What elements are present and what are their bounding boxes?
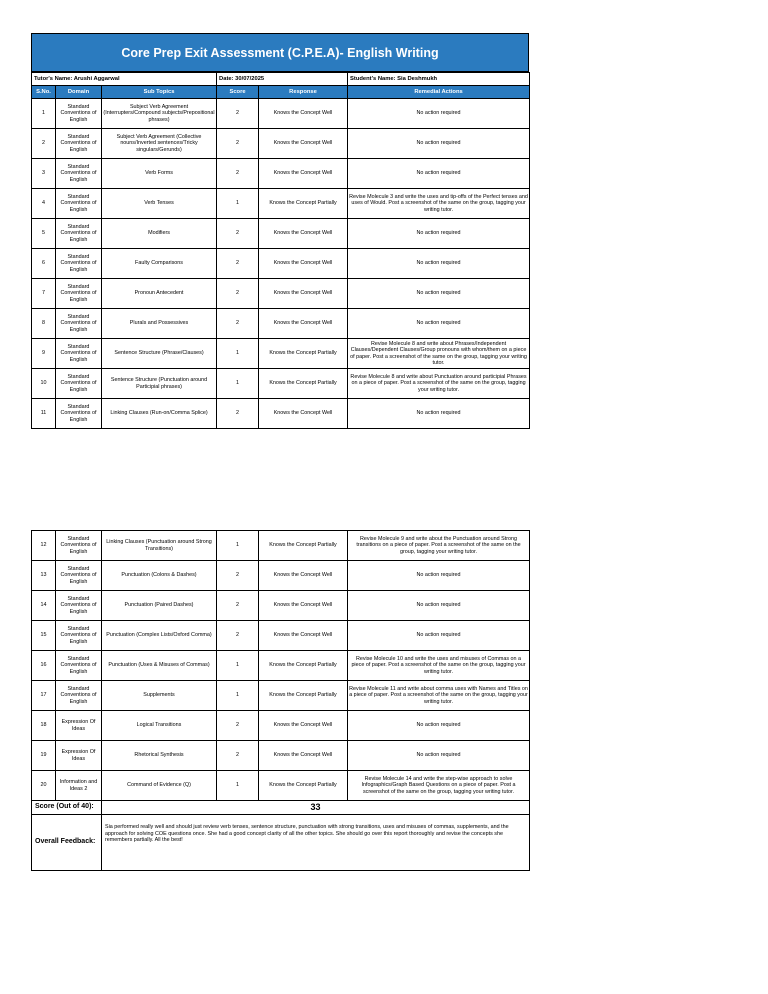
- row-sno: 15: [32, 621, 56, 651]
- row-response: Knows the Concept Well: [259, 129, 348, 159]
- row-response: Knows the Concept Well: [259, 219, 348, 249]
- row-score: 2: [217, 591, 259, 621]
- assessment-date: Date: 30/07/2025: [217, 73, 348, 86]
- assessment-table-part1: [31, 72, 530, 429]
- row-sno: 13: [32, 561, 56, 591]
- row-subtopic: Verb Forms: [102, 159, 217, 189]
- row-sno: 4: [32, 189, 56, 219]
- row-response: Knows the Concept Partially: [259, 681, 348, 711]
- table-row: [32, 531, 530, 561]
- row-remedial-action: No action required: [348, 621, 530, 651]
- column-headers: [32, 86, 530, 99]
- row-sno: 19: [32, 741, 56, 771]
- row-response: Knows the Concept Well: [259, 399, 348, 429]
- row-domain: Standard Conventions of English: [56, 129, 102, 159]
- row-score: 1: [217, 531, 259, 561]
- assessment-title: Core Prep Exit Assessment (C.P.E.A)- English Writing: [31, 33, 529, 72]
- row-subtopic: Linking Clauses (Run-on/Comma Splice): [102, 399, 217, 429]
- row-subtopic: Command of Evidence (Q): [102, 771, 217, 801]
- row-response: Knows the Concept Partially: [259, 369, 348, 399]
- row-sno: 20: [32, 771, 56, 801]
- row-subtopic: Pronoun Antecedent: [102, 279, 217, 309]
- assessment-sheet-page1: [31, 33, 529, 429]
- col-header-subtopics: Sub Topics: [102, 86, 217, 99]
- score-value: 33: [102, 801, 530, 815]
- row-subtopic: Sentence Structure (Punctuation around Participial phrases): [102, 369, 217, 399]
- row-score: 2: [217, 99, 259, 129]
- table-row: [32, 681, 530, 711]
- row-subtopic: Supplements: [102, 681, 217, 711]
- row-remedial-action: Revise Molecule 11 and write about comma uses with Names and Titles on a piece of paper. Post a screenshot of the same on the group, tagging your writing tutor.: [348, 681, 530, 711]
- score-label: Score (Out of 40):: [32, 801, 102, 815]
- row-sno: 6: [32, 249, 56, 279]
- row-score: 2: [217, 279, 259, 309]
- table-row: [32, 189, 530, 219]
- row-remedial-action: No action required: [348, 129, 530, 159]
- table-row: [32, 129, 530, 159]
- table-row: [32, 711, 530, 741]
- row-remedial-action: No action required: [348, 249, 530, 279]
- table-row: [32, 279, 530, 309]
- row-sno: 16: [32, 651, 56, 681]
- row-score: 2: [217, 309, 259, 339]
- row-domain: Standard Conventions of English: [56, 531, 102, 561]
- row-score: 2: [217, 249, 259, 279]
- row-score: 1: [217, 369, 259, 399]
- row-sno: 8: [32, 309, 56, 339]
- row-subtopic: Modifiers: [102, 219, 217, 249]
- row-sno: 11: [32, 399, 56, 429]
- row-response: Knows the Concept Partially: [259, 651, 348, 681]
- row-sno: 2: [32, 129, 56, 159]
- row-sno: 3: [32, 159, 56, 189]
- row-domain: Standard Conventions of English: [56, 309, 102, 339]
- row-subtopic: Punctuation (Colons & Dashes): [102, 561, 217, 591]
- row-subtopic: Punctuation (Uses & Misuses of Commas): [102, 651, 217, 681]
- table-row: [32, 369, 530, 399]
- row-remedial-action: Revise Molecule 3 and write the uses and tip-offs of the Perfect tenses and uses of Would. Post a screenshot of the same on the group, tagging your writing tutor.: [348, 189, 530, 219]
- table-row: [32, 249, 530, 279]
- row-response: Knows the Concept Well: [259, 159, 348, 189]
- table-row: [32, 339, 530, 369]
- row-subtopic: Logical Transitions: [102, 711, 217, 741]
- table-row: [32, 159, 530, 189]
- table-row: [32, 561, 530, 591]
- row-score: 2: [217, 129, 259, 159]
- row-sno: 12: [32, 531, 56, 561]
- row-response: Knows the Concept Well: [259, 741, 348, 771]
- row-domain: Standard Conventions of English: [56, 591, 102, 621]
- row-subtopic: Faulty Comparisons: [102, 249, 217, 279]
- col-header-score: Score: [217, 86, 259, 99]
- row-response: Knows the Concept Partially: [259, 189, 348, 219]
- row-score: 2: [217, 711, 259, 741]
- row-score: 2: [217, 399, 259, 429]
- row-remedial-action: Revise Molecule 10 and write the uses and misuses of Commas on a piece of paper. Post a screenshot of the same on the group, tagging your writing tutor.: [348, 651, 530, 681]
- row-subtopic: Plurals and Possessives: [102, 309, 217, 339]
- row-remedial-action: Revise Molecule 9 and write about the Punctuation around Strong transitions on a piece of paper. Post a screenshot of the same on the group, tagging your writing tutor.: [348, 531, 530, 561]
- score-row: [32, 801, 530, 815]
- row-response: Knows the Concept Well: [259, 711, 348, 741]
- row-remedial-action: No action required: [348, 159, 530, 189]
- info-row: [32, 73, 530, 86]
- row-response: Knows the Concept Well: [259, 279, 348, 309]
- table-row: [32, 399, 530, 429]
- table-row: [32, 741, 530, 771]
- row-domain: Standard Conventions of English: [56, 159, 102, 189]
- row-subtopic: Punctuation (Complex Lists/Oxford Comma): [102, 621, 217, 651]
- row-score: 2: [217, 219, 259, 249]
- row-subtopic: Punctuation (Paired Dashes): [102, 591, 217, 621]
- row-domain: Standard Conventions of English: [56, 339, 102, 369]
- row-remedial-action: No action required: [348, 279, 530, 309]
- col-header-remedial: Remedial Actions: [348, 86, 530, 99]
- table-row: [32, 309, 530, 339]
- col-header-sno: S.No.: [32, 86, 56, 99]
- row-domain: Standard Conventions of English: [56, 369, 102, 399]
- row-domain: Standard Conventions of English: [56, 561, 102, 591]
- row-remedial-action: No action required: [348, 399, 530, 429]
- row-subtopic: Subject Verb Agreement (Collective nouns/Inverted sentences/Tricky singulars/Gerunds): [102, 129, 217, 159]
- col-header-domain: Domain: [56, 86, 102, 99]
- table-row: [32, 771, 530, 801]
- assessment-sheet-page2: [31, 530, 529, 871]
- row-subtopic: Linking Clauses (Punctuation around Strong Transitions): [102, 531, 217, 561]
- row-domain: Standard Conventions of English: [56, 249, 102, 279]
- row-subtopic: Verb Tenses: [102, 189, 217, 219]
- row-domain: Standard Conventions of English: [56, 189, 102, 219]
- row-remedial-action: Revise Molecule 8 and write about Phrases/Independent Clauses/Dependent Clauses/Group pronouns with whom/them on a piece of paper. Post a screenshot of the same on the group, tagging your writing tutor.: [348, 339, 530, 369]
- table-row: [32, 591, 530, 621]
- row-sno: 18: [32, 711, 56, 741]
- feedback-text: Sia performed really well and should just review verb tenses, sentence structure, punctuation with strong transitions, uses and misuses of commas, supplements, and the approach for solving COE questions once. She had a good concept clarity of all the other topics. She should go over this report thoroughly and revise the concepts she remembers partially. All the best!: [102, 815, 530, 871]
- student-name: Student's Name: Sia Deshmukh: [348, 73, 530, 86]
- row-sno: 14: [32, 591, 56, 621]
- row-response: Knows the Concept Well: [259, 591, 348, 621]
- feedback-label: Overall Feedback:: [32, 815, 102, 871]
- row-remedial-action: No action required: [348, 99, 530, 129]
- row-score: 1: [217, 771, 259, 801]
- row-remedial-action: Revise Molecule 14 and write the step-wise approach to solve Infographics/Graph Based Questions on a piece of paper. Post a screenshot of the same on the group, tagging your writing tutor.: [348, 771, 530, 801]
- row-domain: Standard Conventions of English: [56, 621, 102, 651]
- row-response: Knows the Concept Well: [259, 249, 348, 279]
- row-score: 1: [217, 681, 259, 711]
- row-score: 1: [217, 189, 259, 219]
- row-domain: Standard Conventions of English: [56, 99, 102, 129]
- row-score: 2: [217, 621, 259, 651]
- row-score: 2: [217, 561, 259, 591]
- row-subtopic: Rhetorical Synthesis: [102, 741, 217, 771]
- tutor-name: Tutor's Name: Arushi Aggarwal: [32, 73, 217, 86]
- row-response: Knows the Concept Partially: [259, 531, 348, 561]
- row-sno: 10: [32, 369, 56, 399]
- row-domain: Standard Conventions of English: [56, 399, 102, 429]
- row-domain: Expression Of Ideas: [56, 711, 102, 741]
- table-row: [32, 621, 530, 651]
- row-response: Knows the Concept Well: [259, 561, 348, 591]
- row-sno: 9: [32, 339, 56, 369]
- row-response: Knows the Concept Well: [259, 99, 348, 129]
- row-score: 1: [217, 339, 259, 369]
- row-score: 2: [217, 741, 259, 771]
- row-sno: 17: [32, 681, 56, 711]
- row-sno: 1: [32, 99, 56, 129]
- row-remedial-action: No action required: [348, 741, 530, 771]
- table-row: [32, 219, 530, 249]
- feedback-row: [32, 815, 530, 871]
- row-domain: Standard Conventions of English: [56, 279, 102, 309]
- assessment-table-part2: [31, 530, 530, 871]
- row-response: Knows the Concept Well: [259, 621, 348, 651]
- row-domain: Expression Of Ideas: [56, 741, 102, 771]
- row-domain: Standard Conventions of English: [56, 651, 102, 681]
- col-header-response: Response: [259, 86, 348, 99]
- row-remedial-action: No action required: [348, 591, 530, 621]
- row-domain: Information and Ideas 2: [56, 771, 102, 801]
- row-response: Knows the Concept Partially: [259, 339, 348, 369]
- row-sno: 7: [32, 279, 56, 309]
- row-score: 1: [217, 651, 259, 681]
- row-domain: Standard Conventions of English: [56, 219, 102, 249]
- row-remedial-action: Revise Molecule 8 and write about Punctuation around participial Phrases on a piece of paper. Post a screenshot of the same on the group, tagging your writing tutor.: [348, 369, 530, 399]
- table-row: [32, 651, 530, 681]
- row-subtopic: Sentence Structure (Phrase/Clauses): [102, 339, 217, 369]
- row-subtopic: Subject Verb Agreement (Interrupters/Compound subjects/Prepositional phrases): [102, 99, 217, 129]
- row-remedial-action: No action required: [348, 219, 530, 249]
- table-row: [32, 99, 530, 129]
- row-remedial-action: No action required: [348, 309, 530, 339]
- row-remedial-action: No action required: [348, 711, 530, 741]
- row-score: 2: [217, 159, 259, 189]
- row-response: Knows the Concept Well: [259, 309, 348, 339]
- row-sno: 5: [32, 219, 56, 249]
- row-domain: Standard Conventions of English: [56, 681, 102, 711]
- row-response: Knows the Concept Partially: [259, 771, 348, 801]
- row-remedial-action: No action required: [348, 561, 530, 591]
